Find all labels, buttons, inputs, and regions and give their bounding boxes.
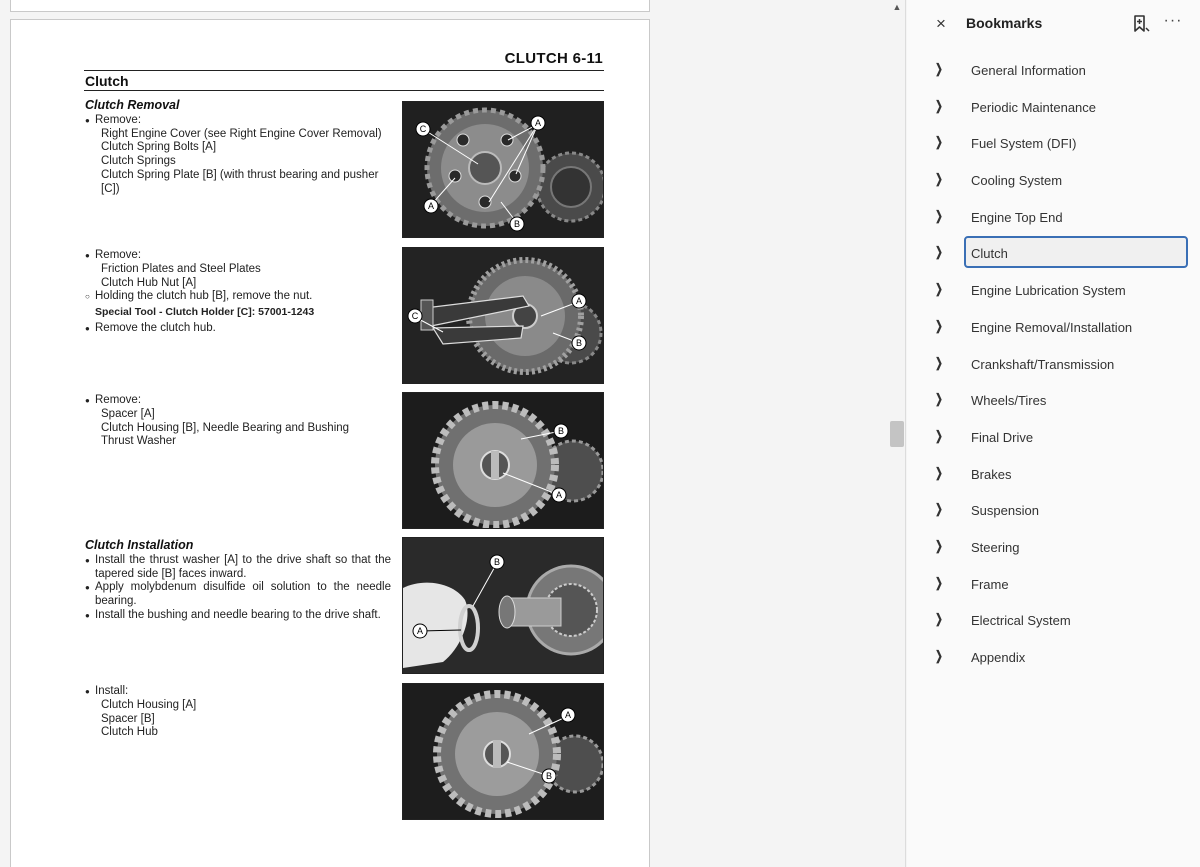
bullet: ● Remove:	[85, 114, 391, 128]
step-line: Clutch Hub	[101, 726, 158, 739]
bookmark-label[interactable]: Engine Removal/Installation	[971, 319, 1133, 335]
step-line: Clutch Spring Plate [B] (with thrust bearing and pusher [C])	[101, 168, 379, 195]
bookmark-label[interactable]: Crankshaft/Transmission	[971, 356, 1115, 372]
callout-label: B	[545, 771, 553, 781]
callout-label: B	[513, 219, 521, 229]
section-title: Clutch	[85, 73, 129, 89]
scroll-up-icon[interactable]: ▲	[892, 2, 902, 12]
bullet: ● Install the thrust washer [A] to the drive shaft so that the tapered side [B] faces inward.	[85, 554, 391, 582]
callout-label: C	[411, 311, 419, 321]
instruction-block	[85, 99, 391, 197]
figure-photo	[402, 392, 604, 529]
chevron-right-icon[interactable]: ❯	[935, 501, 943, 517]
previous-page	[10, 0, 650, 12]
running-head: CLUTCH 6-11	[504, 50, 603, 67]
figure-photo	[402, 101, 604, 238]
bookmark-item[interactable]	[907, 566, 1200, 603]
chevron-right-icon[interactable]: ❯	[935, 391, 943, 407]
callout-label: A	[427, 201, 435, 211]
step-line: Friction Plates and Steel Plates	[101, 262, 261, 275]
bookmark-item[interactable]	[907, 162, 1200, 199]
chevron-right-icon[interactable]: ❯	[935, 281, 943, 297]
bullet: ● Remove:	[85, 394, 391, 408]
document-page	[10, 19, 650, 867]
bookmark-label[interactable]: Final Drive	[971, 429, 1034, 445]
divider	[84, 70, 604, 71]
chevron-right-icon[interactable]: ❯	[935, 97, 943, 113]
instruction-block	[85, 249, 391, 336]
panel-header	[907, 0, 1200, 48]
chevron-right-icon[interactable]: ❯	[935, 354, 943, 370]
bullet: ● Apply molybdenum disulfide oil solution to the needle bearing.	[85, 581, 391, 609]
special-tool: Special Tool - Clutch Holder [C]: 57001-1243	[95, 306, 315, 319]
bookmark-label[interactable]: Periodic Maintenance	[971, 99, 1097, 115]
bookmark-label[interactable]: Fuel System (DFI)	[971, 136, 1077, 152]
step-line: Clutch Housing [B], Needle Bearing and Bushing	[101, 421, 350, 434]
figure-photo	[402, 247, 604, 384]
bookmark-item[interactable]	[907, 529, 1200, 566]
chevron-right-icon[interactable]: ❯	[935, 611, 943, 627]
callout-label: A	[534, 118, 542, 128]
step-line: Spacer [A]	[101, 407, 155, 420]
step-line: Right Engine Cover (see Right Engine Cover Removal)	[101, 127, 382, 140]
scrollbar-thumb[interactable]	[890, 421, 904, 447]
chevron-right-icon[interactable]: ❯	[935, 244, 943, 260]
bookmark-label[interactable]: Steering	[971, 539, 1020, 555]
bookmark-label[interactable]: Cooling System	[971, 173, 1063, 189]
add-bookmark-icon[interactable]	[1131, 14, 1151, 34]
bookmark-item[interactable]	[907, 125, 1200, 162]
close-icon[interactable]: ×	[936, 14, 946, 33]
bookmark-label[interactable]: Electrical System	[971, 613, 1071, 629]
bookmark-item[interactable]	[907, 382, 1200, 419]
bookmark-label[interactable]: Engine Lubrication System	[971, 283, 1126, 299]
bookmark-item[interactable]	[907, 639, 1200, 676]
chevron-right-icon[interactable]: ❯	[935, 574, 943, 590]
bookmark-item[interactable]	[907, 419, 1200, 456]
bookmark-label[interactable]: Appendix	[971, 650, 1026, 665]
callout-label: A	[555, 490, 563, 500]
bookmark-label[interactable]: Engine Top End	[971, 209, 1063, 225]
panel-title: Bookmarks	[966, 15, 1043, 31]
hollow-bullet: ○ Holding the clutch hub [B], remove the nut.	[85, 290, 391, 304]
bullet: ● Install the bushing and needle bearing to the drive shaft.	[85, 609, 391, 623]
callout-label: B	[557, 426, 565, 436]
chevron-right-icon[interactable]: ❯	[935, 648, 943, 663]
bookmark-label[interactable]: General Information	[971, 63, 1086, 78]
bookmark-label[interactable]: Frame	[971, 576, 1009, 592]
subhead: Clutch Installation	[85, 538, 194, 552]
bookmark-item[interactable]	[907, 456, 1200, 493]
instruction-block	[85, 685, 391, 740]
instruction-block	[85, 539, 391, 623]
step-line: Clutch Spring Bolts [A]	[101, 141, 217, 154]
callout-label: B	[575, 338, 583, 348]
bookmarks-panel	[907, 0, 1200, 867]
bookmark-item[interactable]	[907, 309, 1200, 346]
chevron-right-icon[interactable]: ❯	[935, 427, 943, 443]
callout-label: C	[419, 124, 427, 134]
bookmark-label[interactable]: Suspension	[971, 503, 1039, 519]
chevron-right-icon[interactable]: ❯	[935, 464, 943, 480]
callout-label: A	[575, 296, 583, 306]
more-options-icon[interactable]: ···	[1163, 12, 1183, 29]
bullet: ● Remove:	[85, 249, 391, 263]
bookmark-item[interactable]	[907, 52, 1200, 89]
chevron-right-icon[interactable]: ❯	[935, 537, 943, 553]
chevron-right-icon[interactable]: ❯	[935, 171, 943, 187]
bookmark-label[interactable]: Clutch	[971, 246, 1008, 262]
bullet: ● Install:	[85, 685, 391, 699]
chevron-right-icon[interactable]: ❯	[935, 317, 943, 333]
callout-label: A	[564, 710, 572, 720]
bookmark-label[interactable]: Wheels/Tires	[971, 393, 1047, 409]
step-line: Thrust Washer	[101, 435, 176, 448]
chevron-right-icon[interactable]: ❯	[935, 134, 943, 150]
bookmark-item[interactable]	[907, 602, 1200, 639]
bookmark-item[interactable]	[907, 272, 1200, 309]
step-line: Clutch Housing [A]	[101, 698, 197, 711]
bookmark-list	[907, 52, 1200, 676]
bookmark-item[interactable]	[907, 492, 1200, 529]
instruction-block	[85, 394, 391, 449]
figure-photo	[402, 537, 604, 674]
figure-photo	[402, 683, 604, 820]
step-line: Clutch Springs	[101, 155, 176, 168]
bookmark-label[interactable]: Brakes	[971, 466, 1012, 482]
callout-label: A	[416, 626, 424, 636]
step-line: Spacer [B]	[101, 712, 155, 725]
bookmark-item[interactable]	[907, 89, 1200, 126]
callout-label: B	[493, 557, 501, 567]
step-line: Clutch Hub Nut [A]	[101, 276, 197, 289]
divider	[84, 90, 604, 91]
chevron-right-icon[interactable]: ❯	[935, 207, 943, 223]
bullet: ● Remove the clutch hub.	[85, 322, 391, 336]
bookmark-item[interactable]	[907, 199, 1200, 236]
bookmark-item-selected[interactable]	[907, 235, 1200, 272]
bookmark-item[interactable]	[907, 346, 1200, 383]
subhead: Clutch Removal	[85, 98, 180, 112]
chevron-right-icon[interactable]: ❯	[935, 61, 943, 76]
